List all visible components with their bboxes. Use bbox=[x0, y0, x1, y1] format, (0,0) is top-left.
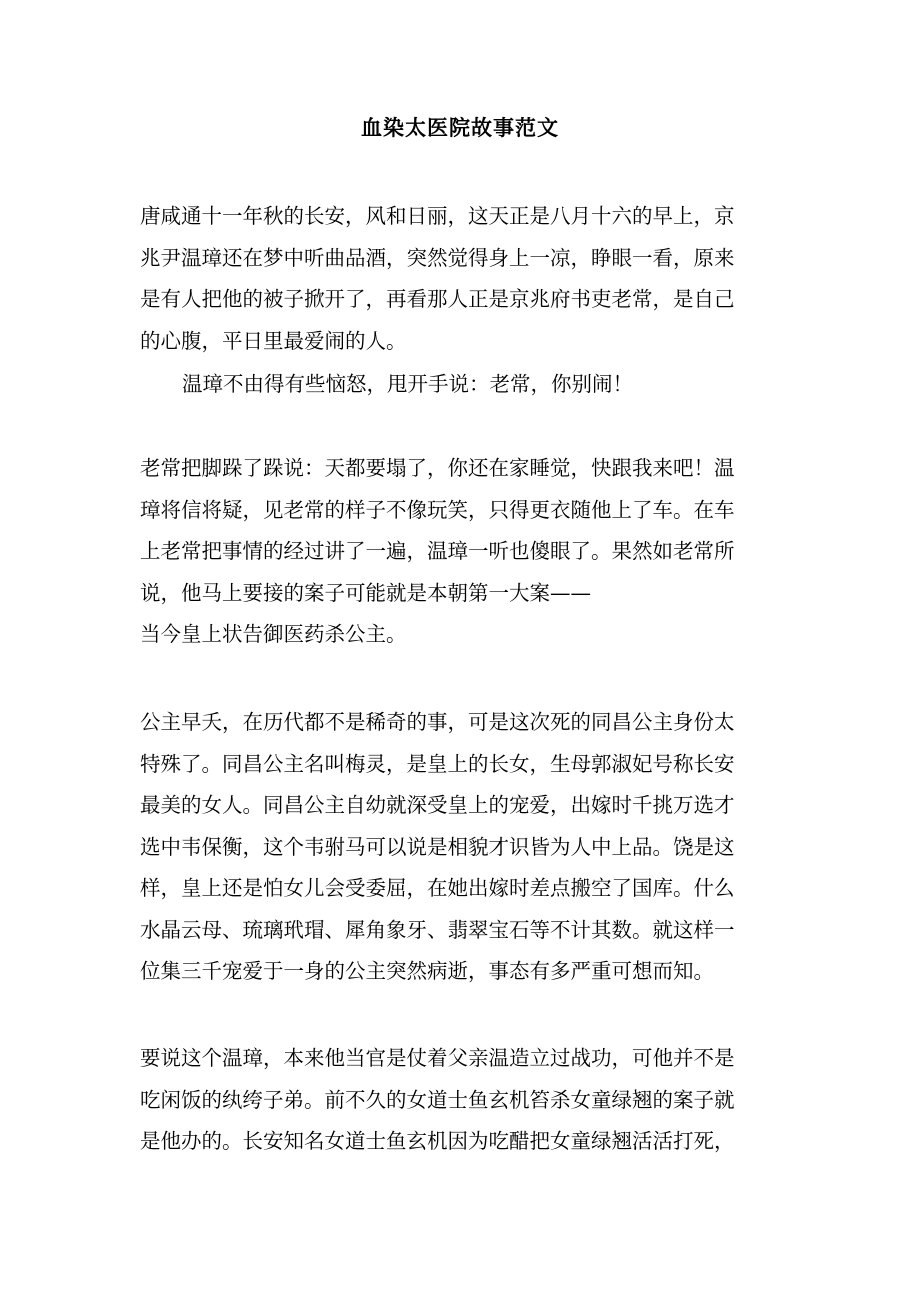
text-line: 老常把脚跺了跺说：天都要塌了，你还在家睡觉，快跟我来吧！温 bbox=[140, 456, 735, 480]
paragraph-4 bbox=[140, 702, 770, 993]
text-line: 是他办的。长安知名女道士鱼玄机因为吃醋把女童绿翘活活打死， bbox=[140, 1129, 735, 1153]
paragraph-1 bbox=[140, 196, 770, 362]
text-line: 要说这个温璋，本来他当官是仗着父亲温造立过战功，可他并不是 bbox=[140, 1046, 735, 1070]
text-line: 最美的女人。同昌公主自幼就深受皇上的宠爱，出嫁时千挑万选才 bbox=[140, 793, 735, 817]
text-line: 璋将信将疑，见老常的样子不像玩笑，只得更衣随他上了车。在车 bbox=[140, 497, 735, 522]
paragraph-2 bbox=[182, 364, 772, 406]
text-line: 温璋不由得有些恼怒，甩开手说：老常，你别闹！ bbox=[182, 372, 633, 396]
text-line: 样，皇上还是怕女儿会受委屈，在她出嫁时差点搬空了国库。什么 bbox=[140, 876, 735, 900]
document-title: 血染太医院故事范文 bbox=[361, 115, 559, 140]
text-line: 水晶云母、琉璃玳瑁、犀角象牙、翡翠宝石等不计其数。就这样一 bbox=[140, 917, 735, 942]
paragraph-5 bbox=[140, 1038, 770, 1163]
text-line: 兆尹温璋还在梦中听曲品酒，突然觉得身上一凉，睁眼一看，原来 bbox=[140, 245, 735, 270]
text-line: 公主早夭，在历代都不是稀奇的事，可是这次死的同昌公主身份太 bbox=[140, 710, 735, 734]
text-line: 特殊了。同昌公主名叫梅灵，是皇上的长女，生母郭淑妃号称长安 bbox=[140, 751, 735, 776]
paragraph-3 bbox=[140, 448, 770, 656]
text-line: 说，他马上要接的案子可能就是本朝第一大案—— bbox=[140, 580, 591, 605]
text-line: 是有人把他的被子掀开了，再看那人正是京兆府书吏老常，是自己 bbox=[140, 287, 735, 311]
text-line: 唐咸通十一年秋的长安，风和日丽，这天正是八月十六的早上，京 bbox=[140, 204, 735, 228]
text-line: 吃闲饭的纨绔子弟。前不久的女道士鱼玄机笞杀女童绿翘的案子就 bbox=[140, 1087, 735, 1112]
text-line: 位集三千宠爱于一身的公主突然病逝，事态有多严重可想而知。 bbox=[140, 959, 714, 983]
text-line: 上老常把事情的经过讲了一遍，温璋一听也傻眼了。果然如老常所 bbox=[140, 539, 735, 563]
text-line: 选中韦保衡，这个韦驸马可以说是相貌才识皆为人中上品。饶是这 bbox=[140, 834, 735, 859]
text-line: 当今皇上状告御医药杀公主。 bbox=[140, 622, 407, 646]
text-line: 的心腹，平日里最爱闹的人。 bbox=[140, 328, 407, 353]
